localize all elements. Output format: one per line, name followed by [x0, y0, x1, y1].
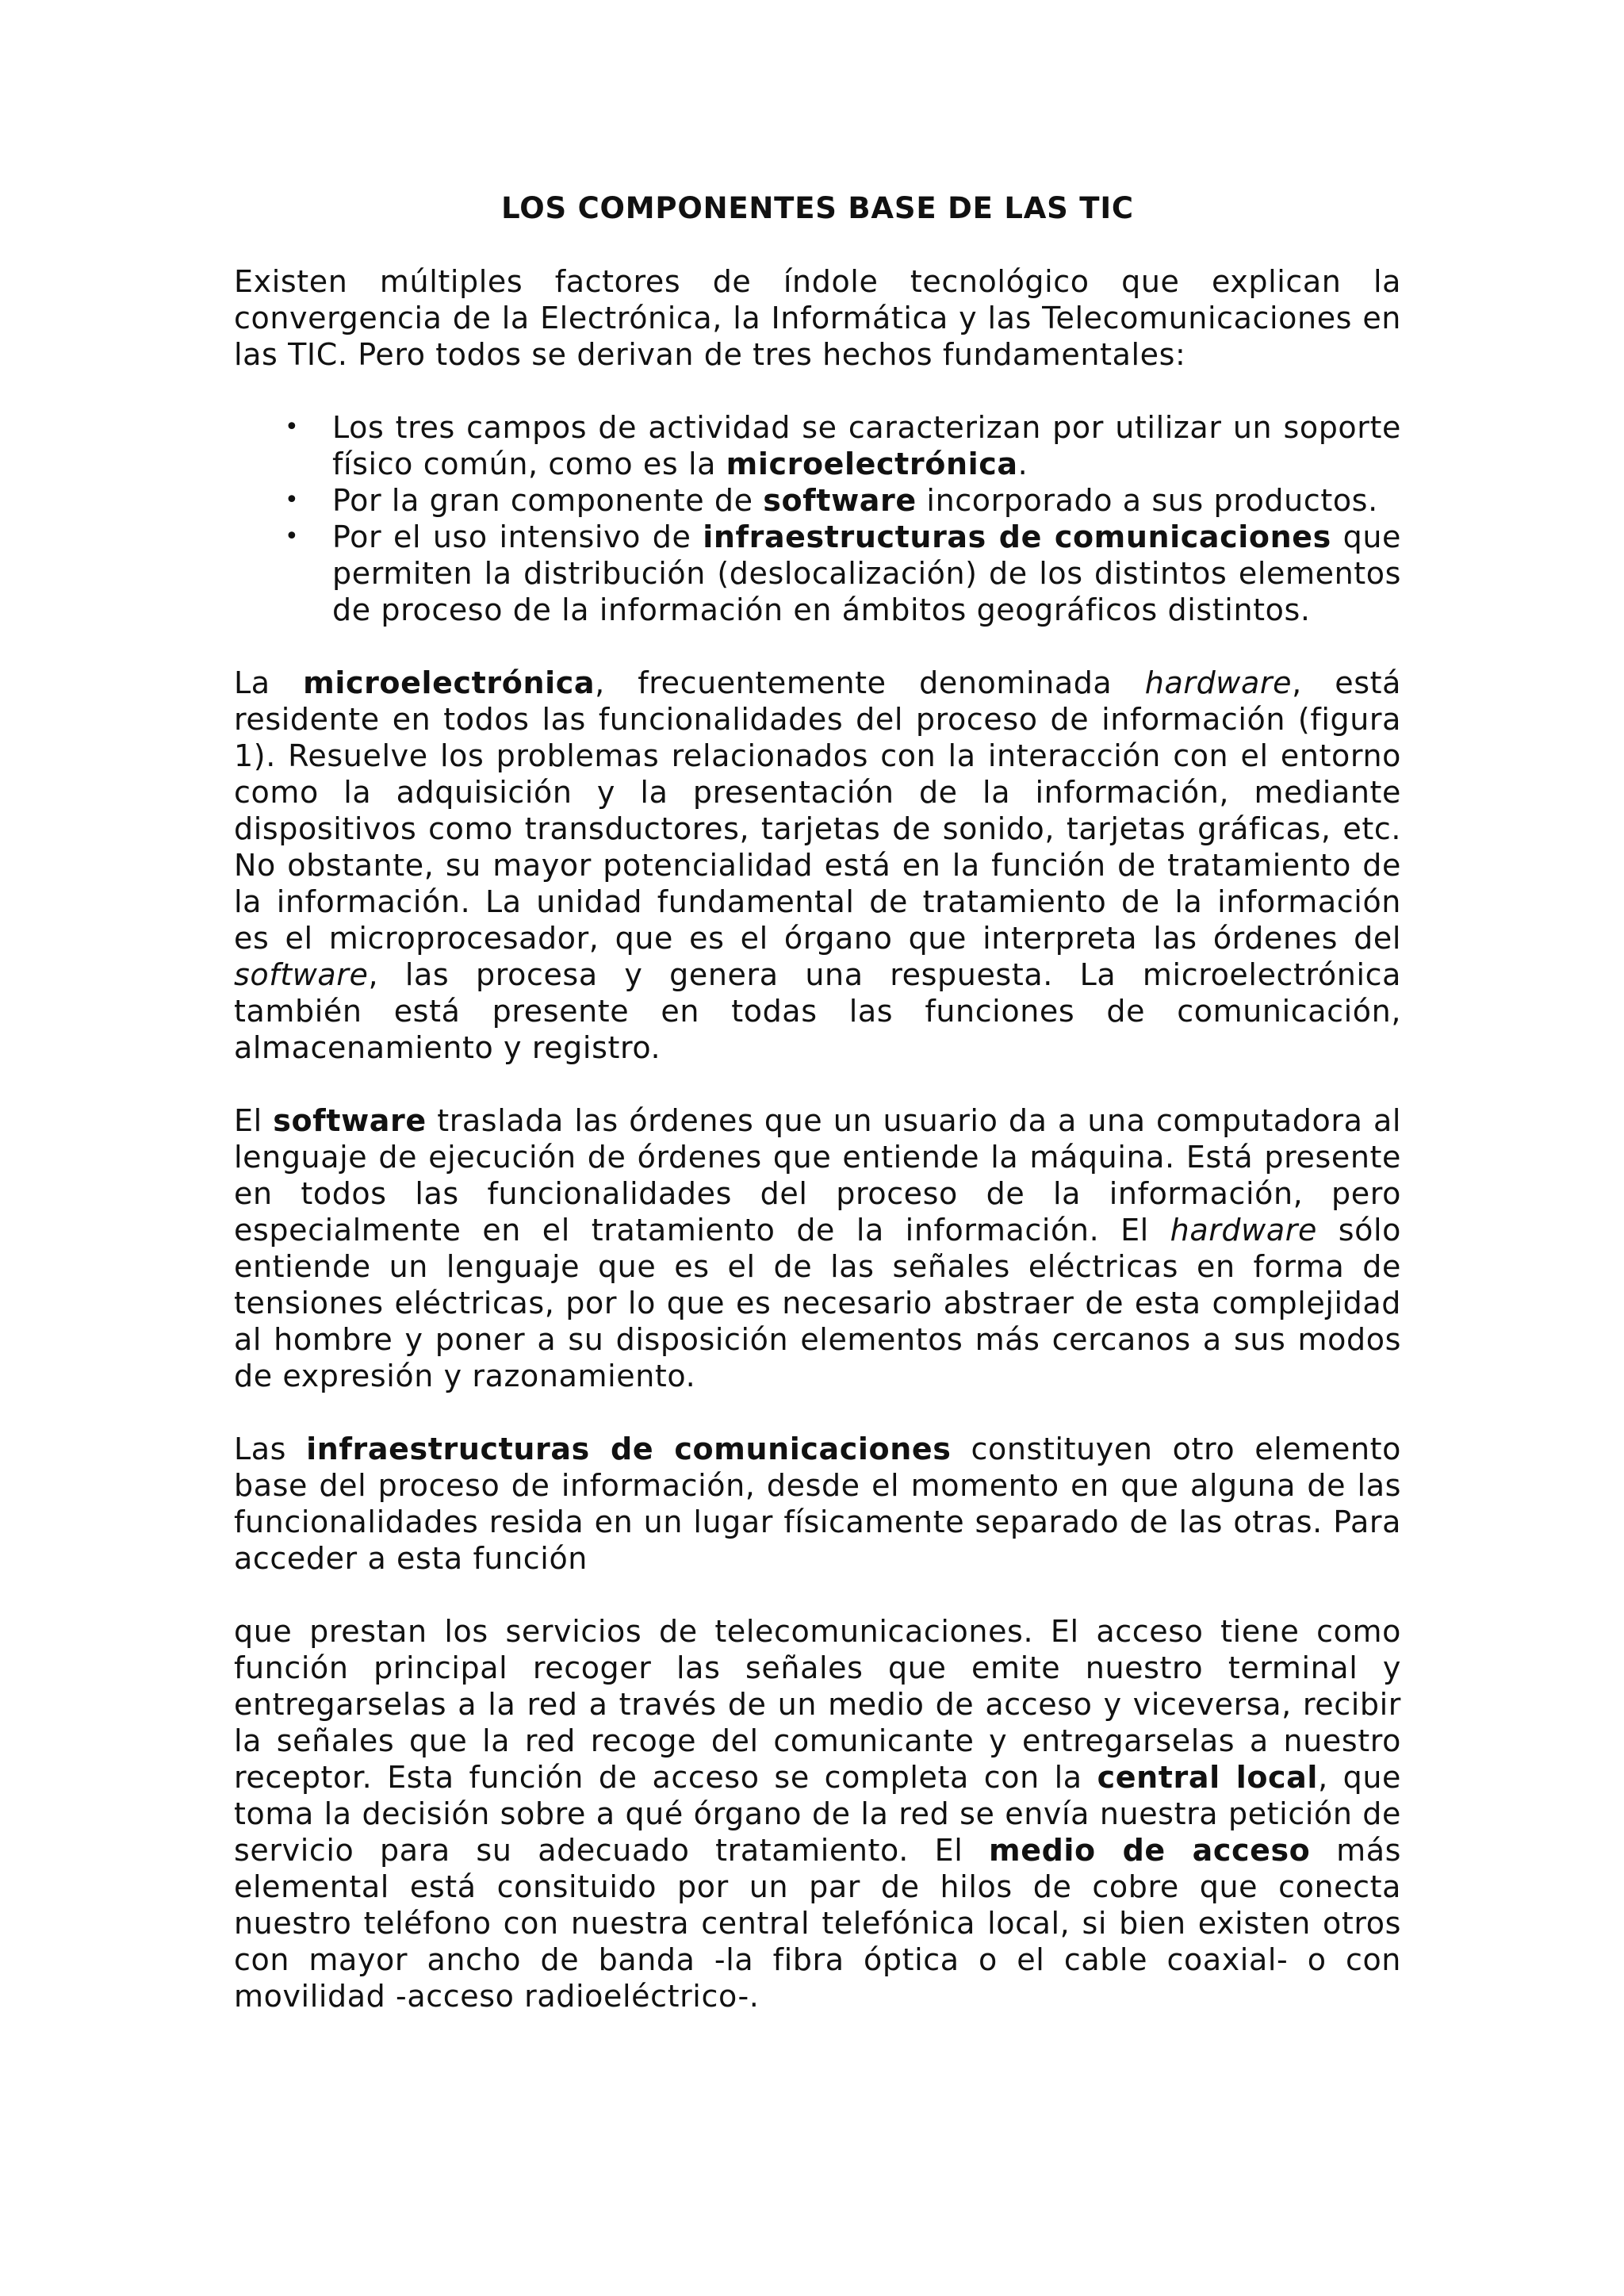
bold-term: software: [273, 1103, 427, 1138]
document-page: [234, 190, 1401, 2051]
fundamentals-list: [234, 409, 1401, 628]
bold-term: microelectrónica: [303, 665, 596, 700]
bold-term: infraestructuras de comunicaciones: [703, 519, 1331, 554]
software-paragraph: El software traslada las órdenes que un usuario da a una computadora al lenguaje de ejecución de órdenes que entiende la máquina. Está presente en todos las funcionalidades del proceso de la información, pero especialmente en el tratamiento de la información. El hardware sólo entiende un lenguaje que es el de las señales eléctricas en forma de tensiones eléctricas, por lo que es necesario abstraer de esta complejidad al hombre y poner a su disposición elementos más cercanos a sus modos de expresión y razonamiento.: [234, 1103, 1402, 1393]
list-item: • Los tres campos de actividad se caracterizan por utilizar un soporte físico común, como es la microelectrónica.: [285, 410, 1401, 481]
italic-term: hardware: [1170, 1213, 1317, 1248]
microelectronics-paragraph: La microelectrónica, frecuentemente denominada hardware, está residente en todos las funcionalidades del proceso de información (figura 1). Resuelve los problemas relacionados con la interacción con el entorno como la adquisición y la presentación de la información, mediante dispositivos como transductores, tarjetas de sonido, tarjetas gráficas, etc. No obstante, su mayor potencialidad está en la función de tratamiento de la información. La unidad fundamental de tratamiento de la información es el microprocesador, que es el órgano que interpreta las órdenes del software, las procesa y genera una respuesta. La microelectrónica también está presente en todas las funciones de comunicación, almacenamiento y registro.: [234, 665, 1402, 1065]
italic-term: hardware: [1144, 665, 1293, 700]
list-item: • Por la gran componente de software incorporado a sus productos.: [285, 483, 1378, 518]
bold-term: medio de acceso: [989, 1833, 1311, 1868]
list-item: • Por el uso intensivo de infraestructuras de comunicaciones que permiten la distribución (deslocalización) de los distintos elementos de proceso de la información en ámbitos geográficos distintos.: [285, 519, 1401, 627]
bullet-icon: •: [285, 486, 300, 514]
infrastructure-paragraph: Las infraestructuras de comunicaciones constituyen otro elemento base del proceso de información, desde el momento en que alguna de las funcionalidades resida en un lugar físicamente separado de las otras. Para acceder a esta función: [234, 1432, 1401, 1576]
bold-term: software: [763, 483, 917, 518]
bullet-icon: •: [285, 413, 300, 441]
intro-paragraph: Existen múltiples factores de índole tecnológico que explican la convergencia de la Electrónica, la Informática y las Telecomunicaciones en las TIC. Pero todos se derivan de tres hechos fundamentales:: [234, 264, 1401, 372]
bold-term: infraestructuras de comunicaciones: [306, 1432, 952, 1466]
italic-term: software: [234, 957, 369, 992]
bullet-icon: •: [285, 523, 300, 550]
document-title: LOS COMPONENTES BASE DE LAS TIC: [501, 191, 1134, 225]
access-paragraph: que prestan los servicios de telecomunicaciones. El acceso tiene como función principal recoger las señales que emite nuestro terminal y entregarselas a la red a través de un medio de acceso y viceversa, recibir la señales que la red recoge del comunicante y entregarselas a nuestro receptor. Esta función de acceso se completa con la central local, que toma la decisión sobre a qué órgano de la red se envía nuestra petición de servicio para su adecuado tratamiento. El medio de acceso más elemental está consituido por un par de hilos de cobre que conecta nuestro teléfono con nuestra central telefónica local, si bien existen otros con mayor ancho de banda -la fibra óptica o el cable coaxial- o con movilidad -acceso radioeléctrico-.: [234, 1614, 1402, 2014]
bold-term: microelectrónica: [726, 447, 1018, 481]
bold-term: central local: [1097, 1760, 1319, 1795]
